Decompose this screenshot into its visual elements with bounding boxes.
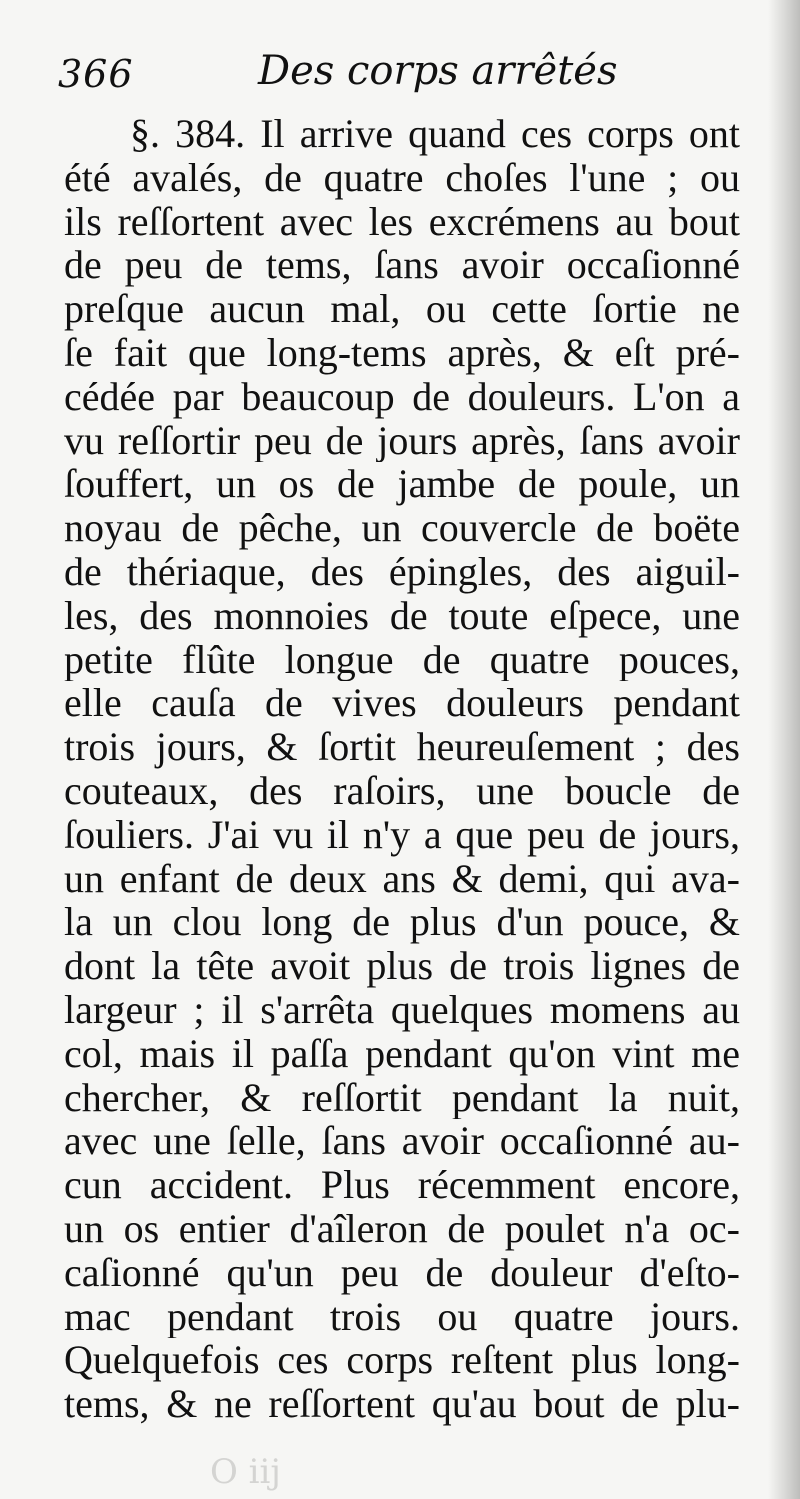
text-line: de thériaque, des épingles, des aiguil- [64, 549, 740, 594]
text-line: ſouliers. J'ai vu il n'y a que peu de jours, [64, 812, 740, 857]
text-line: cun accident. Plus récemment encore, [64, 1163, 740, 1207]
text-line: dont la tête avoit plus de trois lignes de [64, 944, 740, 988]
text-line: vu reſſortir peu de jours après, ſans avoir [64, 418, 740, 463]
text-line: les, des monnoies de toute eſpece, une [64, 593, 740, 638]
text-line: ſe fait que long-tems après, & eſt pré- [64, 330, 740, 375]
text-line: couteaux, des raſoirs, une boucle de [64, 768, 740, 813]
text-line: mac pendant trois ou quatre jours. [64, 1294, 740, 1339]
text-line: noyau de pêche, un couvercle de boëte [64, 506, 740, 550]
text-line: elle cauſa de vives douleurs pendant [64, 681, 740, 726]
text-line: caſionné qu'un peu de douleur d'eſto- [64, 1250, 740, 1295]
page-gutter-shadow [768, 0, 800, 1499]
text-line: largeur ; il s'arrêta quelques momens au [64, 987, 740, 1032]
running-title: Des corps arrêtés [258, 48, 618, 94]
text-line: de peu de tems, ſans avoir occaſionné [64, 243, 740, 288]
text-line: col, mais il paſſa pendant qu'on vint me [64, 1031, 740, 1076]
text-line: chercher, & reſſortit pendant la nuit, [64, 1075, 740, 1120]
text-line: un enfant de deux ans & demi, qui ava- [64, 856, 740, 901]
text-line: Quelquefois ces corps reſtent plus long- [64, 1338, 740, 1383]
page-number: 366 [58, 52, 134, 96]
text-line: avec une ſelle, ſans avoir occaſionné au- [64, 1119, 740, 1164]
text-line: petite flûte longue de quatre pouces, [64, 637, 740, 682]
text-line: tems, & ne reſſortent qu'au bout de plu- [64, 1382, 740, 1426]
text-line: ils reſſortent avec les excrémens au bout [64, 199, 740, 244]
text-line: la un clou long de plus d'un pouce, & [64, 900, 740, 945]
body-text [64, 112, 740, 1426]
text-line: un os entier d'aîleron de poulet n'a oc- [64, 1206, 740, 1251]
text-line: preſque aucun mal, ou cette ſortie ne [64, 287, 740, 331]
text-line: §. 384. Il arrive quand ces corps ont [130, 112, 740, 156]
text-line: ſouffert, un os de jambe de poule, un [64, 462, 740, 507]
signature-mark: O iij [210, 1452, 281, 1492]
text-line: été avalés, de quatre choſes l'une ; ou [64, 155, 740, 200]
text-line: trois jours, & ſortit heureuſement ; des [64, 725, 740, 769]
running-header [58, 44, 748, 104]
text-line: cédée par beaucoup de douleurs. L'on a [64, 374, 740, 419]
